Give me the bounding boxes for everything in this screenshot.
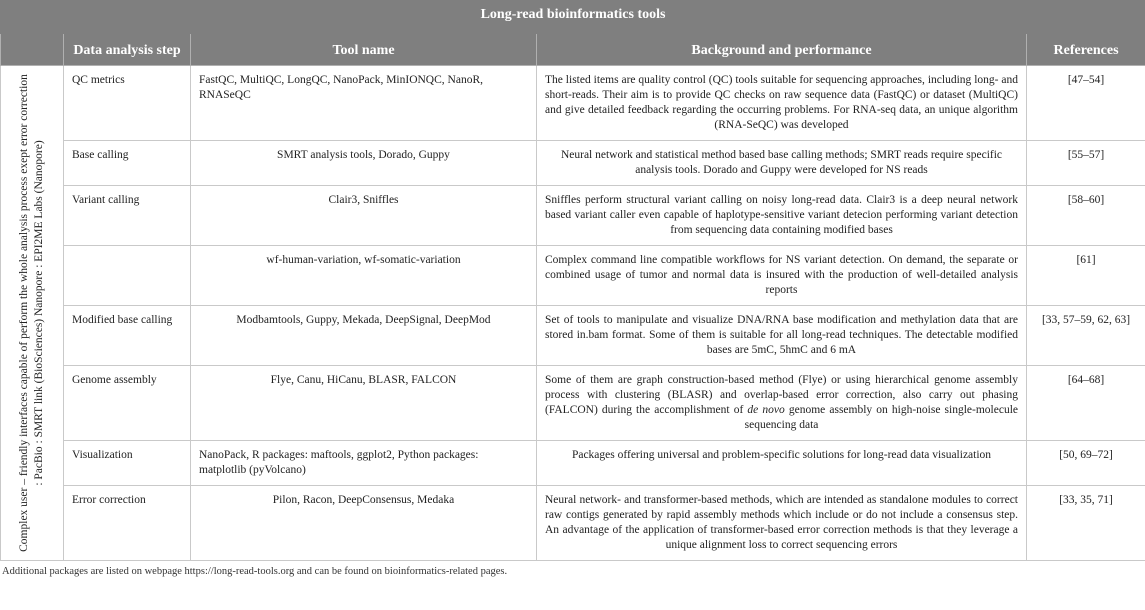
references-cell: [47–54]: [1027, 66, 1145, 141]
background-cell: The listed items are quality control (QC) tools suitable for sequencing approaches, including long- and short-reads. Their aim is to provide QC checks on raw sequence data (FastQC) or dataset (MultiQC) and give detailed feedback regarding the occurring problems. For RNA-seq data, an unique algorithm (RNA-SeQC) was developed: [537, 66, 1027, 141]
background-text-italic: de novo: [747, 404, 785, 416]
references-cell: [61]: [1027, 246, 1145, 306]
table-title: Long-read bioinformatics tools: [1, 1, 1145, 34]
tool-cell: wf-human-variation, wf-somatic-variation: [191, 246, 537, 306]
background-cell: Packages offering universal and problem-specific solutions for long-read data visualization: [537, 441, 1027, 486]
background-cell: Neural network- and transformer-based methods, which are intended as standalone modules to correct raw contigs generated by rapid assembly methods which include or do not include a consensus step. An advantage of the application of transformer-based error correction methods is that they leverage a unique alignment loss to correct sequencing errors: [537, 486, 1027, 561]
header-background: Background and performance: [537, 34, 1027, 66]
step-cell: Modified base calling: [64, 306, 191, 366]
step-cell: Genome assembly: [64, 366, 191, 441]
background-cell: Complex command line compatible workflows for NS variant detection. On demand, the separate or combined usage of tumor and normal data is insured with the production of well-detailed analysis reports: [537, 246, 1027, 306]
header-blank: [1, 34, 64, 66]
references-cell: [50, 69–72]: [1027, 441, 1145, 486]
background-cell: Sniffles perform structural variant calling on noisy long-read data. Clair3 is a deep neural network based variant caller even capable of haplotype-sensitive variant detecion performing variant detection from sequencing data containing modified bases: [537, 186, 1027, 246]
step-cell: Variant calling: [64, 186, 191, 246]
references-cell: [33, 35, 71]: [1027, 486, 1145, 561]
table-row: [1, 306, 1145, 366]
table-row: [1, 186, 1145, 246]
header-row: [1, 34, 1145, 66]
background-cell: Neural network and statistical method based base calling methods; SMRT reads require specific analysis tools. Dorado and Guppy were developed for NS reads: [537, 141, 1027, 186]
background-cell: [537, 366, 1027, 441]
references-cell: [55–57]: [1027, 141, 1145, 186]
side-label: Complex user – friendly interfaces capable of perform the whole analysis process exept error correction : PacBio : SMRT link (BioSciences) Nanopore : EPI2ME Labs (Nanopore): [18, 74, 45, 552]
background-cell: Set of tools to manipulate and visualize DNA/RNA base modification and methylation data that are stored in.bam format. Some of them is suitable for all long-read techniques. The detectable modified bases are 5mC, 5hmC and 6 mA: [537, 306, 1027, 366]
table-row: [1, 246, 1145, 306]
side-label-cell: [1, 66, 64, 561]
step-cell: QC metrics: [64, 66, 191, 141]
header-step: Data analysis step: [64, 34, 191, 66]
tool-cell: SMRT analysis tools, Dorado, Guppy: [191, 141, 537, 186]
table-row: [1, 141, 1145, 186]
step-cell: Error correction: [64, 486, 191, 561]
step-cell: Visualization: [64, 441, 191, 486]
references-cell: [64–68]: [1027, 366, 1145, 441]
table-row: [1, 441, 1145, 486]
tool-cell: NanoPack, R packages: maftools, ggplot2, Python packages: matplotlib (pyVolcano): [191, 441, 537, 486]
tool-cell: Flye, Canu, HiCanu, BLASR, FALCON: [191, 366, 537, 441]
tool-cell: Modbamtools, Guppy, Mekada, DeepSignal, DeepMod: [191, 306, 537, 366]
header-tool: Tool name: [191, 34, 537, 66]
references-cell: [33, 57–59, 62, 63]: [1027, 306, 1145, 366]
tool-cell: FastQC, MultiQC, LongQC, NanoPack, MinIONQC, NanoR, RNASeQC: [191, 66, 537, 141]
table-row: [1, 366, 1145, 441]
table-row: [1, 486, 1145, 561]
header-references: References: [1027, 34, 1145, 66]
table-row: [1, 66, 1145, 141]
step-cell: [64, 246, 191, 306]
references-cell: [58–60]: [1027, 186, 1145, 246]
tool-cell: Clair3, Sniffles: [191, 186, 537, 246]
background-text-a: Some of them are graph construction-based method (Flye) or using hierarchical genome assembly process with clustering (BLASR) and overlap-based error correction, also carry out phasing (FALCON) during the accomplishment of: [545, 374, 1018, 416]
background-text-b: genome assembly on high-noise single-molecule sequencing data: [744, 404, 1018, 431]
step-cell: Base calling: [64, 141, 191, 186]
table-title-row: [1, 1, 1145, 34]
table-footnote: Additional packages are listed on webpage https://long-read-tools.org and can be found on bioinformatics-related pages.: [2, 566, 508, 577]
tool-cell: Pilon, Racon, DeepConsensus, Medaka: [191, 486, 537, 561]
